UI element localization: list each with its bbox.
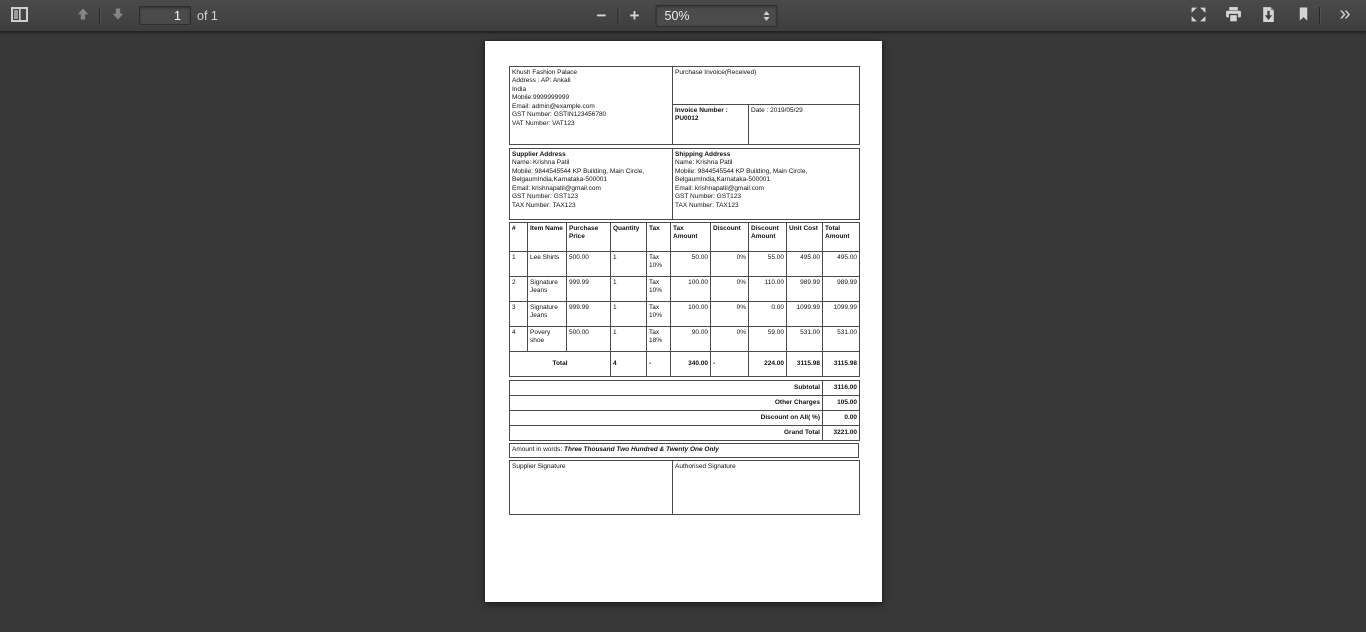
item-tax-amount: 50.00 [671,252,711,277]
company-info-line: GST Number: GSTIN123456780 [512,111,607,119]
items-column-header: Quantity [611,223,647,252]
toolbar-separator [618,7,619,24]
totals-row [510,381,860,396]
item-name: Signature Jeans [528,277,567,302]
zoom-in-button[interactable]: + [622,3,648,29]
item-unit-cost: 531.00 [787,327,823,352]
authorised-signature-cell: Authorised Signature [673,461,860,515]
item-purchase-price: 999.99 [567,277,611,302]
totals-label: Other Charges [510,396,823,411]
item-discount: 0% [711,252,749,277]
item-discount-amount: 110.00 [749,277,787,302]
item-row [510,327,860,352]
page-number-input[interactable] [139,6,191,25]
zoom-level-value: 50% [664,8,690,23]
invoice-number-cell [673,105,749,145]
toolbar-left-group [6,0,218,32]
company-info-line: Khush Fashion Palace [512,69,578,76]
totals-row [510,396,860,411]
pdf-viewer-area[interactable] [0,33,1366,632]
item-quantity: 1 [611,277,647,302]
company-info-cell [510,67,673,145]
toolbar-zoom-group [589,0,778,32]
next-page-button[interactable] [105,3,131,29]
item-number: 3 [510,302,528,327]
zoom-out-button[interactable]: − [589,3,615,29]
total-total-amount: 3115.98 [823,352,860,377]
item-number: 4 [510,327,528,352]
company-info-line: VAT Number: VAT123 [512,119,575,127]
address-line: TAX Number: TAX123 [675,201,739,209]
item-tax: Tax 18% [647,327,671,352]
shipping-address-cell [673,149,860,220]
totals-label: Subtotal [510,381,823,396]
totals-value: 3116.00 [823,381,860,396]
totals-value: 105.00 [823,396,860,411]
item-discount-amount: 55.00 [749,252,787,277]
item-number: 2 [510,277,528,302]
sidebar-toggle-icon [11,7,28,25]
totals-label: Discount on All( %) [510,411,823,426]
total-unit-cost: 3115.98 [787,352,823,377]
printer-icon [1225,6,1242,26]
company-info-line: Mobile:9999999999 [512,94,570,102]
item-unit-cost: 495.00 [787,252,823,277]
download-icon [1260,6,1277,26]
arrow-down-icon [110,6,126,25]
item-discount: 0% [711,327,749,352]
previous-page-button[interactable] [70,3,96,29]
print-button[interactable] [1220,3,1246,29]
address-line: Email: krishnapatil@gmail.com [675,184,764,192]
item-row [510,302,860,327]
items-column-header: Tax [647,223,671,252]
item-tax: Tax 10% [647,277,671,302]
items-column-header: Tax Amount [671,223,711,252]
bookmark-icon [1296,6,1311,25]
items-table [509,222,860,377]
amount-in-words-value: Three Thousand Two Hundred & Twenty One Only [564,446,719,454]
arrow-up-icon [75,6,91,25]
items-column-header: Unit Cost [787,223,823,252]
item-quantity: 1 [611,302,647,327]
items-column-header: # [510,223,528,252]
amount-in-words-table [509,443,859,458]
item-discount: 0% [711,277,749,302]
supplier-address-cell [510,149,673,220]
presentation-mode-button[interactable] [1185,3,1211,29]
select-spinner-icon [764,11,770,21]
download-button[interactable] [1255,3,1281,29]
item-unit-cost: 1099.99 [787,302,823,327]
invoice-title-cell: Purchase Invoice(Received) [673,67,860,105]
item-total-amount: 1099.99 [823,302,860,327]
supplier-signature-cell: Supplier Signature [510,461,673,515]
invoice-date-cell: Date : 2019/05/29 [749,105,860,145]
item-purchase-price: 500.00 [567,252,611,277]
address-line: TAX Number: TAX123 [512,201,576,209]
fullscreen-expand-icon [1190,6,1207,26]
pdf-toolbar [0,0,1366,32]
totals-value: 0.00 [823,411,860,426]
address-line: Name: Krishna Patil [675,159,733,167]
items-column-header: Purchase Price [567,223,611,252]
item-tax-amount: 100.00 [671,302,711,327]
pdf-page [485,41,882,602]
address-line: GST Number: GST123 [675,193,741,201]
toolbar-separator [1319,7,1320,24]
total-tax: - [647,352,671,377]
total-discount: - [711,352,749,377]
shipping-address-heading: Shipping Address [675,151,731,158]
total-discount-amount: 224.00 [749,352,787,377]
toolbar-separator [99,7,100,24]
address-line: GST Number: GST123 [512,193,578,201]
item-discount-amount: 59.00 [749,327,787,352]
invoice-number-label: Invoice Number : [675,107,728,114]
item-tax: Tax 10% [647,302,671,327]
shipping-address-lines [675,159,857,210]
item-purchase-price: 500.00 [567,327,611,352]
company-info-line: Email: admin@example.com [512,102,595,110]
item-total-amount: 495.00 [823,252,860,277]
items-column-header: Total Amount [823,223,860,252]
item-total-amount: 989.99 [823,277,860,302]
address-line: Mobile: 9844545544 KP Building, Main Circle, BelgaumIndia,Karnataka-500001 [512,167,645,184]
items-total-row [510,352,860,377]
items-column-header: Item Name [528,223,567,252]
items-header-row [510,223,860,252]
item-row [510,252,860,277]
supplier-address-heading: Supplier Address [512,151,566,158]
item-purchase-price: 999.99 [567,302,611,327]
totals-label: Grand Total [510,426,823,441]
item-discount-amount: 0.00 [749,302,787,327]
address-line: Mobile: 9844545544 KP Building, Main Circle, BelgaumIndia,Karnataka-500001 [675,167,808,184]
invoice-number-value: PU0012 [675,115,699,123]
items-body [510,252,860,352]
more-tools-button[interactable]: » [1332,3,1358,29]
invoice-document [509,66,859,515]
totals-value: 3221.00 [823,426,860,441]
bookmark-button[interactable] [1290,3,1316,29]
item-name: Povery shoe [528,327,567,352]
totals-row [510,411,860,426]
invoice-header-table [509,66,860,145]
item-discount: 0% [711,302,749,327]
zoom-level-select[interactable] [656,5,778,27]
page-count-label: of 1 [197,8,218,23]
amount-in-words-cell [510,444,859,458]
totals-table [509,380,860,441]
item-unit-cost: 989.99 [787,277,823,302]
signature-table [509,460,860,515]
company-info-line: India [512,85,527,93]
item-quantity: 1 [611,252,647,277]
item-tax: Tax 10% [647,252,671,277]
totals-row [510,426,860,441]
item-name: Lee Shirts [528,252,567,277]
total-quantity: 4 [611,352,647,377]
item-row [510,277,860,302]
item-total-amount: 531.00 [823,327,860,352]
item-name: Signature Jeans [528,302,567,327]
supplier-address-lines [512,159,670,210]
total-tax-amount: 340.00 [671,352,711,377]
item-tax-amount: 90.00 [671,327,711,352]
item-tax-amount: 100.00 [671,277,711,302]
toggle-sidebar-button[interactable] [6,3,32,29]
item-quantity: 1 [611,327,647,352]
amount-in-words-label: Amount in words: [512,446,563,454]
item-number: 1 [510,252,528,277]
items-column-header: Discount [711,223,749,252]
toolbar-right-group [1176,0,1358,32]
company-info-line: Address : AP: Ankali [512,77,571,85]
address-line: Name: Krishna Patil [512,159,570,167]
address-line: Email: krishnapatil@gmail.com [512,184,601,192]
total-label: Total [510,352,611,377]
address-table [509,148,860,220]
items-column-header: Discount Amount [749,223,787,252]
